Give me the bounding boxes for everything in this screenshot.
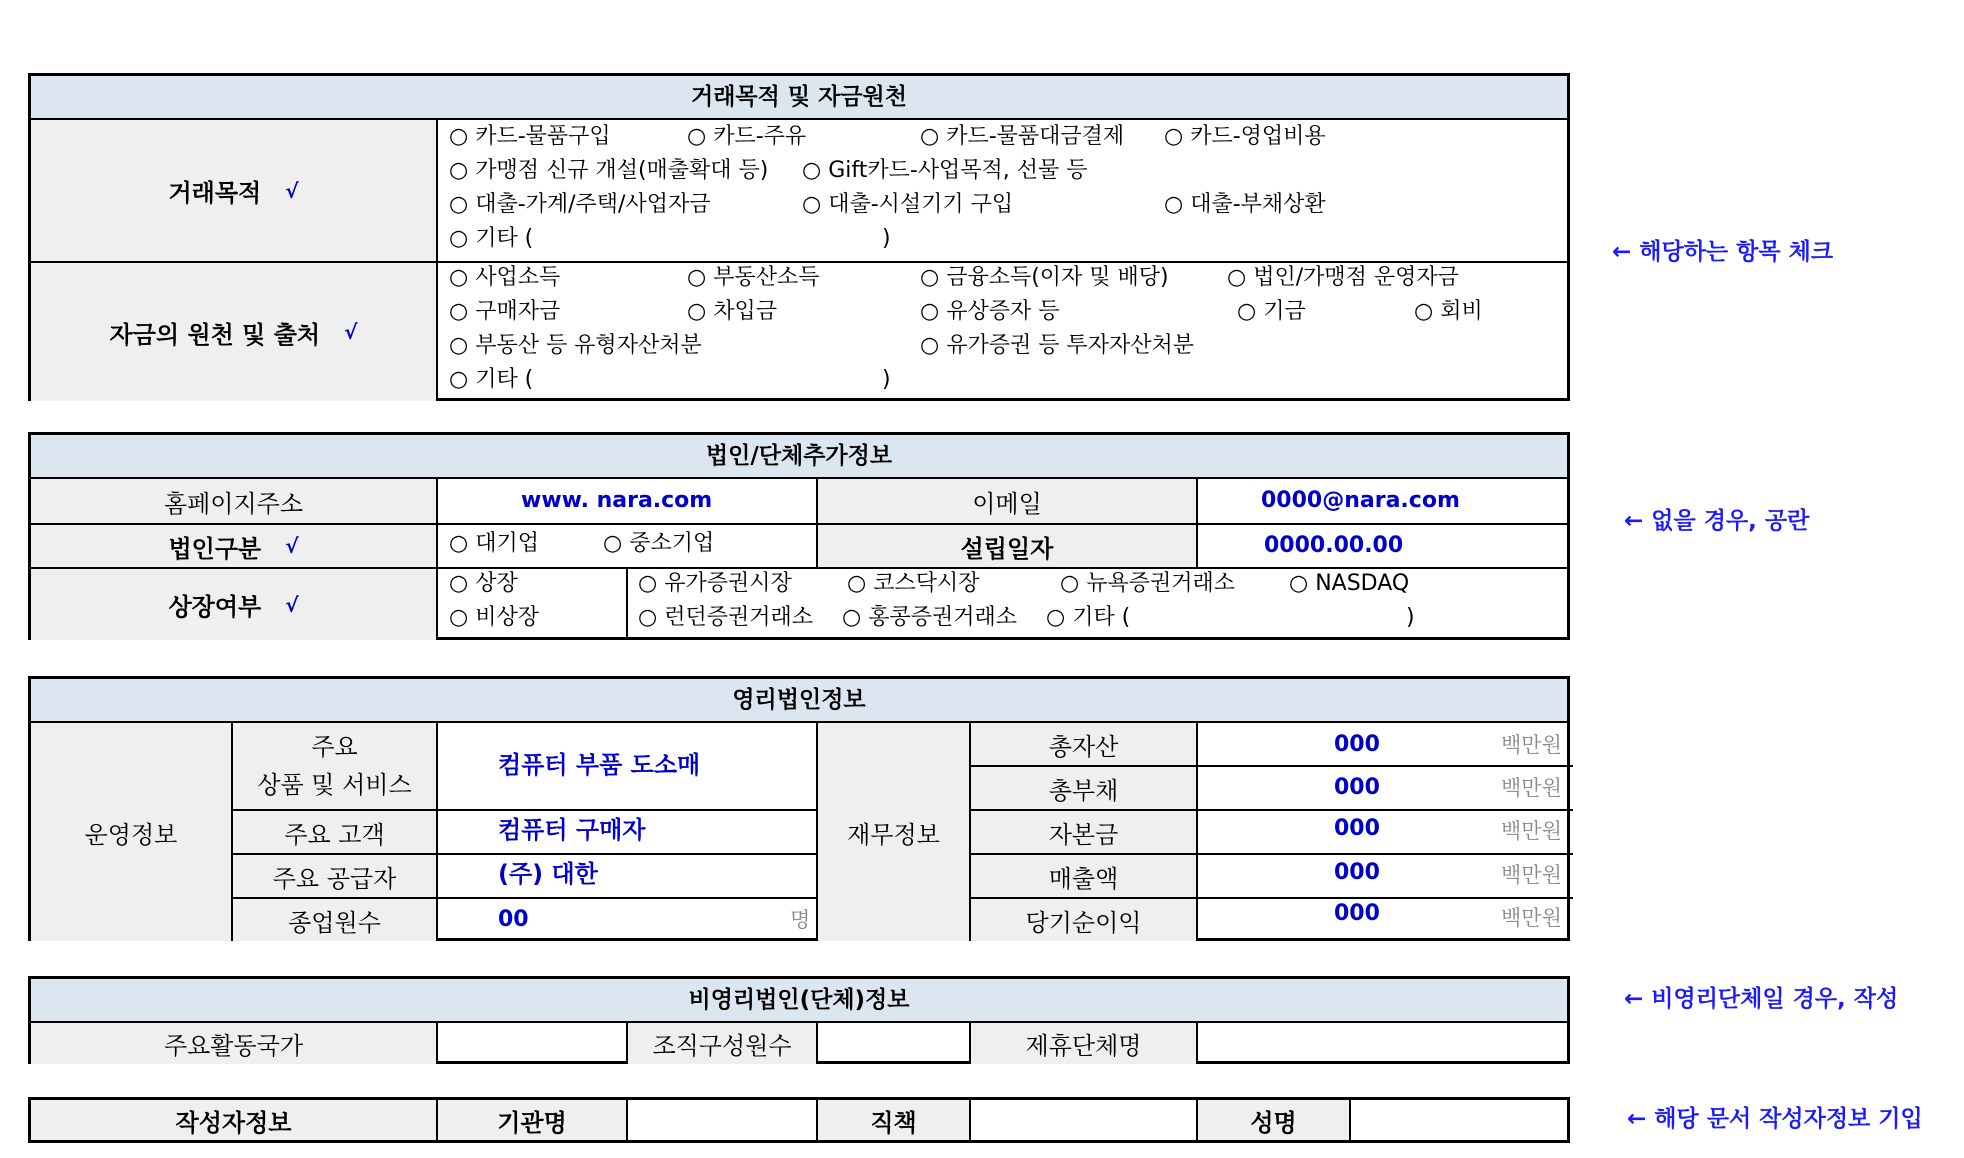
purpose-option-card-goods[interactable]: ○ 카드-물품구입 (449, 124, 611, 149)
market-option-nyse[interactable]: ○ 뉴욕증권거래소 (1060, 571, 1235, 596)
finance-row-label: 매출액 (971, 855, 1196, 897)
source-option-business-income[interactable]: ○ 사업소득 (449, 265, 561, 290)
finance-row-unit: 백만원 (1501, 776, 1562, 800)
note-blank: ← 없을 경우, 공란 (1624, 508, 1810, 534)
source-option-realestate-income[interactable]: ○ 부동산소득 (687, 265, 820, 290)
finance-row-label: 총부채 (971, 767, 1196, 809)
founded-value[interactable]: 0000.00.00 (1264, 533, 1404, 558)
finance-row-unit: 백만원 (1501, 733, 1562, 757)
writer-table (28, 1097, 1570, 1143)
finance-row-label: 당기순이익 (971, 899, 1196, 941)
position-label: 직책 (818, 1100, 969, 1140)
note-check: ← 해당하는 항목 체크 (1612, 239, 1834, 265)
source-option-fund[interactable]: ○ 기금 (1237, 299, 1306, 324)
listing-option-unlisted[interactable]: ○ 비상장 (449, 605, 539, 630)
employees-unit: 명 (790, 908, 811, 932)
customer-label: 주요 고객 (233, 811, 436, 853)
corp-info-table (28, 432, 1570, 640)
purpose-table-title: 거래목적 및 자금원천 (31, 76, 1567, 120)
customer-value[interactable]: 컴퓨터 구매자 (498, 816, 646, 844)
profit-corp-title: 영리법인정보 (31, 679, 1567, 723)
finance-row-label: 자본금 (971, 811, 1196, 853)
listing-option-listed[interactable]: ○ 상장 (449, 571, 518, 596)
market-option-other[interactable]: ○ 기타 ( (1046, 605, 1131, 630)
note-writer: ← 해당 문서 작성자정보 기입 (1627, 1106, 1923, 1132)
product-value[interactable]: 컴퓨터 부품 도소매 (498, 751, 701, 779)
purpose-table (28, 73, 1570, 401)
nonprofit-table (28, 976, 1570, 1064)
corp-type-label-cell (31, 525, 436, 567)
source-option-investment-disposal[interactable]: ○ 유가증권 등 투자자산처분 (920, 333, 1194, 358)
purpose-option-loan-household[interactable]: ○ 대출-가계/주택/사업자금 (449, 192, 711, 217)
corp-type-label: 법인구분 (168, 534, 262, 563)
market-option-nasdaq[interactable]: ○ NASDAQ (1289, 571, 1410, 596)
product-label-1: 주요 (311, 733, 358, 761)
finance-row-label: 총자산 (971, 723, 1196, 765)
position-input[interactable] (971, 1100, 1196, 1140)
name-input[interactable] (1351, 1100, 1570, 1140)
purpose-check-mark: √ (285, 178, 299, 203)
source-other-close: ) (882, 367, 891, 392)
source-option-corp-funds[interactable]: ○ 법인/가맹점 운영자금 (1227, 265, 1459, 290)
purpose-option-loan-debt[interactable]: ○ 대출-부채상환 (1164, 192, 1326, 217)
purpose-option-other[interactable]: ○ 기타 ( (449, 226, 534, 251)
purpose-option-merchant[interactable]: ○ 가맹점 신규 개설(매출확대 등) (449, 158, 769, 183)
founded-label: 설립일자 (818, 525, 1196, 567)
source-option-financial-income[interactable]: ○ 금융소득(이자 및 배당) (920, 265, 1169, 290)
profit-corp-table (28, 676, 1570, 941)
finance-row-unit: 백만원 (1501, 863, 1562, 887)
supplier-value[interactable]: (주) 대한 (498, 860, 598, 888)
corp-type-check-mark: √ (285, 534, 299, 558)
source-option-tangible-disposal[interactable]: ○ 부동산 등 유형자산처분 (449, 333, 702, 358)
corp-info-title: 법인/단체추가정보 (31, 435, 1567, 479)
partner-input[interactable] (1198, 1023, 1570, 1064)
finance-row-unit: 백만원 (1501, 819, 1562, 843)
market-option-kospi[interactable]: ○ 유가증권시장 (638, 571, 792, 596)
corp-type-option-large[interactable]: ○ 대기업 (449, 531, 539, 556)
source-check-mark: √ (344, 320, 358, 344)
finance-row-value[interactable]: 000 (1334, 732, 1380, 757)
note-nonprofit: ← 비영리단체일 경우, 작성 (1624, 986, 1899, 1012)
finance-row-value[interactable]: 000 (1334, 816, 1380, 841)
members-label: 조직구성원수 (628, 1023, 816, 1064)
finance-row-unit: 백만원 (1501, 906, 1562, 930)
members-input[interactable] (818, 1023, 969, 1064)
product-label-cell (233, 723, 436, 809)
source-option-capital-increase[interactable]: ○ 유상증자 등 (920, 299, 1060, 324)
employees-value[interactable]: 00 (498, 907, 529, 932)
partner-label: 제휴단체명 (971, 1023, 1196, 1064)
finance-row-value[interactable]: 000 (1334, 860, 1380, 885)
ops-label: 운영정보 (31, 723, 231, 941)
finance-label: 재무정보 (818, 723, 969, 941)
homepage-value[interactable]: www. nara.com (521, 488, 713, 513)
source-option-dues[interactable]: ○ 회비 (1414, 299, 1483, 324)
nonprofit-title: 비영리법인(단체)정보 (31, 979, 1567, 1023)
purpose-option-card-payment[interactable]: ○ 카드-물품대금결제 (920, 124, 1125, 149)
purpose-option-card-fuel[interactable]: ○ 카드-주유 (687, 124, 807, 149)
listing-label: 상장여부 (168, 593, 262, 621)
employees-label: 종업원수 (233, 899, 436, 941)
source-label: 자금의 원천 및 출처 (109, 320, 321, 349)
email-label: 이메일 (818, 479, 1196, 523)
market-option-kosdaq[interactable]: ○ 코스닥시장 (847, 571, 980, 596)
purpose-other-close: ) (882, 226, 891, 251)
purpose-option-card-business[interactable]: ○ 카드-영업비용 (1164, 124, 1326, 149)
org-input[interactable] (628, 1100, 816, 1140)
name-label: 성명 (1198, 1100, 1349, 1140)
corp-type-option-sme[interactable]: ○ 중소기업 (603, 531, 715, 556)
source-label-cell (31, 263, 436, 401)
source-option-other[interactable]: ○ 기타 ( (449, 367, 534, 392)
homepage-label: 홈페이지주소 (31, 479, 436, 523)
product-label-2: 상품 및 서비스 (257, 771, 412, 799)
market-option-lse[interactable]: ○ 런던증권거래소 (638, 605, 813, 630)
org-label: 기관명 (438, 1100, 626, 1140)
source-option-borrowing[interactable]: ○ 차입금 (687, 299, 777, 324)
purpose-label: 거래목적 (168, 179, 262, 207)
finance-row-value[interactable]: 000 (1334, 901, 1380, 926)
purpose-option-loan-equipment[interactable]: ○ 대출-시설기기 구입 (802, 192, 1014, 217)
market-other-close: ) (1406, 605, 1415, 630)
email-value[interactable]: 0000@nara.com (1261, 488, 1460, 513)
purpose-option-giftcard[interactable]: ○ Gift카드-사업목적, 선물 등 (802, 158, 1088, 183)
purpose-label-cell (31, 120, 436, 261)
supplier-label: 주요 공급자 (233, 855, 436, 897)
source-option-purchase-funds[interactable]: ○ 구매자금 (449, 299, 561, 324)
finance-row-value[interactable]: 000 (1334, 775, 1380, 800)
market-option-hkex[interactable]: ○ 홍콩증권거래소 (842, 605, 1017, 630)
listing-check-mark: √ (285, 592, 299, 617)
writer-title: 작성자정보 (31, 1100, 436, 1140)
country-input[interactable] (438, 1023, 626, 1064)
listing-label-cell (31, 569, 436, 640)
country-label: 주요활동국가 (31, 1023, 436, 1064)
